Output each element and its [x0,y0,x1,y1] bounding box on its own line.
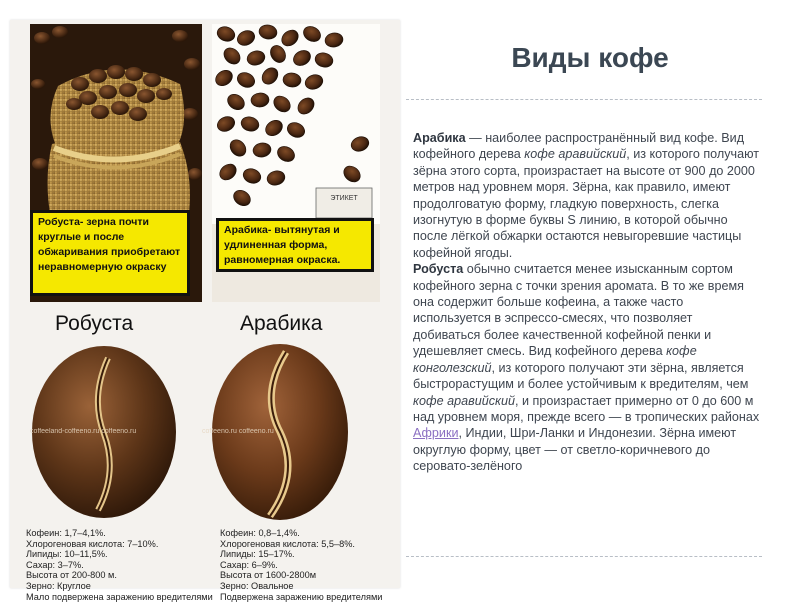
beans-illustration [212,24,380,224]
robusta-term: Робуста [413,262,464,277]
arabica-stat: Липиды: 15–17%. [220,549,295,560]
divider-bottom [406,556,762,557]
text-span: , и произрастает примерно от 0 до 600 м над уровнем моря, прежде всего — в тропических районах [413,393,760,424]
text-span: — наиболее распространённый вид кофе. Вид кофейного дерева [413,131,745,162]
arabica-paragraph [413,130,763,261]
arabica-heading: Арабика [240,312,323,335]
arabica-stat: Кофеин: 0,8–1,4%. [220,528,300,538]
arabica-stat: Высота от 1600-2800м [220,570,317,581]
robusta-species: кофе конголезский [413,344,697,375]
robusta-caption: Робуста- зерна почти круглые и после обжаривания приобретают неравномерную окраску [30,210,190,296]
coffee-comparison-image [10,20,400,602]
robusta-stat: Высота от 200-800 м. [26,570,117,581]
arabica-caption: Арабика- вытянутая и удлиненная форма, равномерная окраска. [216,218,374,272]
robusta-heading: Робуста [55,312,134,335]
arabica-species: кофе аравийский [524,147,627,162]
divider-top [406,99,762,100]
arabica-stat: Подвержена заражению вредителями [220,591,383,602]
text-span: , из которого получают зёрна этого сорта, произрастает на высоте от 900 до 2000 метров над уровнем моря. Зёрна, как правило, имеют продолговатую форму, гладкую поверхность, слегка изогнутую в форме буквы S линию, в которой обычно после лёгкой обжарки остаются невыгоревшие частицы кофейной ягоды. [413,147,760,260]
slide-title: Виды кофе [511,42,669,73]
arabica-species-ref: кофе аравийский [413,393,515,408]
arabica-stat: Хлорогеновая кислота: 5,5–8%. [220,538,355,549]
arabica-stat: Зерно: Овальное [220,580,294,591]
package-label: ЭТИКЕТ [330,195,358,202]
slide-body-text [413,130,763,475]
robusta-stats [26,528,213,602]
robusta-stat: Хлорогеновая кислота: 7–10%. [26,538,159,549]
robusta-stat: Мало подвержена заражению вредителями [26,591,213,602]
arabica-stats [220,528,382,602]
africa-link[interactable]: Африки [413,426,459,441]
arabica-stat: Сахар: 6–9%. [220,559,278,570]
robusta-stat: Кофеин: 1,7–4,1%. [26,528,106,538]
text-span: , из которого получают эти зёрна, является быстрорастущим и более устойчивым к вредителям, чем [413,360,749,392]
robusta-stat: Зерно: Круглое [26,580,91,591]
text-span: , Индии, Шри-Ланки и Индонезии. Зёрна имеют округлую форму, цвет — от светло-коричневого до серовато-зелёного [413,426,737,474]
robusta-stat: Сахар: 3–7%. [26,559,84,570]
robusta-stat: Липиды: 10–11,5%. [26,549,108,560]
watermark-left: coffeeland-coffeeno.ru coffeeno.ru [30,428,137,435]
arabica-term: Арабика [413,131,466,145]
roasted-beans-photo [212,24,380,224]
text-span: обычно считается менее изысканным сортом кофейного зерна с точки зрения аромата. В то же время она содержит больше кофеина, а также часто используется в эспрессо-смесях, что позволяет добиваться более качественной кофейной пенки и удешевляет смесь. Вид кофейного дерева [413,262,744,359]
watermark-right: coffeeno.ru coffeeno.ru [202,428,274,435]
robusta-paragraph [413,261,763,474]
